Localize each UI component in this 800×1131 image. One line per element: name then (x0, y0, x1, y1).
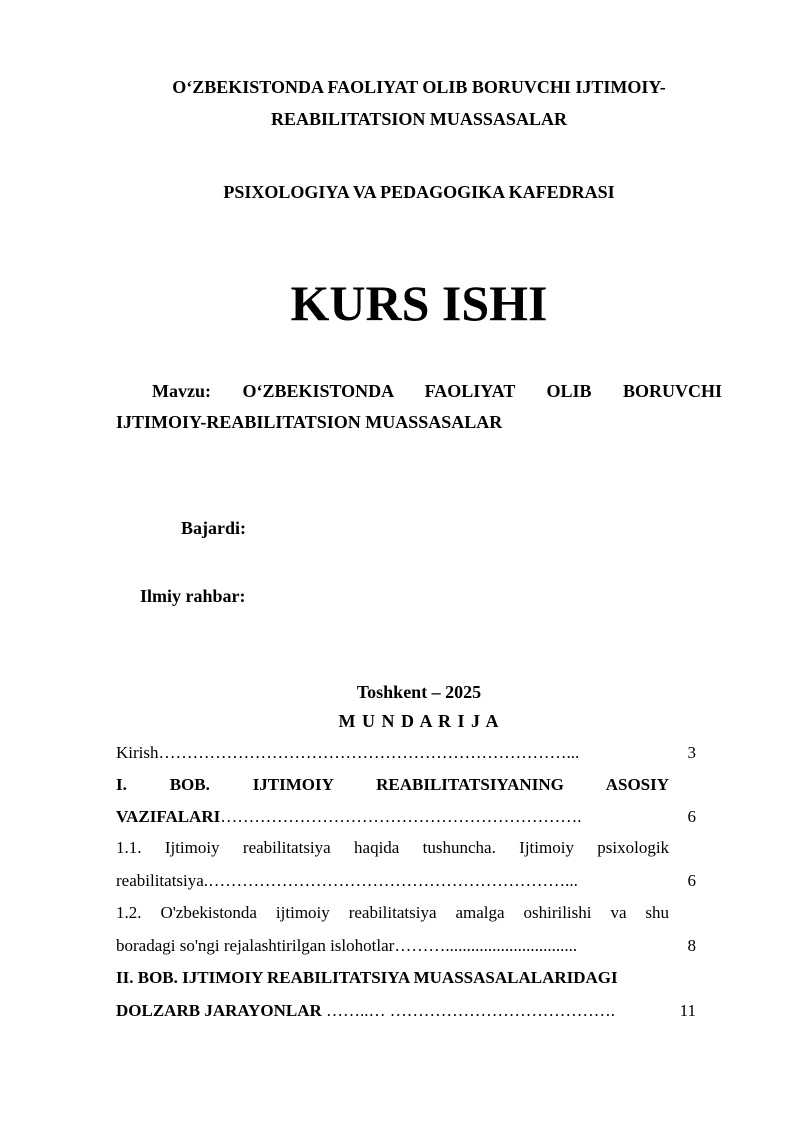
topic-line-2: IJTIMOIY-REABILITATSION MUASSASALAR (116, 412, 503, 432)
city-year: Toshkent – 2025 (356, 682, 482, 702)
toc-word: tushuncha. (422, 838, 496, 857)
toc-entry-1-2-line-2 (116, 934, 577, 958)
toc-entry-chapter-2-line-1: II. BOB. IJTIMOIY REABILITATSIYA MUASSASALALARIDAGI (116, 968, 618, 987)
toc-heading: M U N D A R I J A (338, 711, 500, 731)
toc-entry-chapter-1-line-1 (116, 773, 669, 797)
toc-word: amalga (455, 903, 505, 922)
author-label: Bajardi: (181, 518, 246, 538)
topic-word: O‘ZBEKISTONDA (242, 381, 394, 401)
toc-word: 1.2. (116, 903, 142, 922)
toc-word: ijtimoiy (275, 903, 330, 922)
topic-word: BORUVCHI (622, 381, 722, 401)
toc-word: O'zbekistonda (160, 903, 257, 922)
toc-dots: ………………………………………………………. (220, 807, 582, 826)
toc-entry-1-1-line-1 (116, 836, 669, 860)
toc-entry-chapter-2-line-2 (116, 999, 615, 1023)
toc-word: reabilitatsiya (242, 838, 331, 857)
toc-dots: ………………………………………………………... (208, 871, 578, 890)
toc-page-number: 11 (679, 1001, 696, 1020)
toc-entry-text: boradagi so'ngi rejalashtirilgan islohotlar (116, 936, 395, 955)
toc-page-number: 6 (687, 871, 696, 890)
toc-entry-chapter-1-line-2 (116, 805, 581, 829)
toc-word: Ijtimoiy (519, 838, 574, 857)
header-line-2: REABILITATSION MUASSASALAR (271, 109, 567, 129)
toc-word: ASOSIY (605, 775, 669, 794)
toc-word: IJTIMOIY (252, 775, 334, 794)
toc-word: oshirilishi (523, 903, 592, 922)
toc-page-number: 6 (687, 807, 696, 826)
toc-dots: ……..… …………………………………. (321, 1001, 616, 1020)
toc-entry-text: VAZIFALARI (116, 807, 221, 826)
toc-entry-text: DOLZARB JARAYONLAR (116, 1001, 322, 1020)
toc-entry-1-1-line-2 (116, 869, 578, 893)
toc-word: I. (116, 775, 127, 794)
toc-page-number: 3 (687, 743, 696, 762)
toc-entry-kirish (116, 741, 579, 765)
toc-dots: ………………………………………………………………... (158, 743, 580, 762)
department-name: PSIXOLOGIYA VA PEDAGOGIKA KAFEDRASI (223, 182, 615, 202)
toc-page-number: 8 (687, 936, 696, 955)
toc-word: reabilitatsiya (348, 903, 437, 922)
toc-entry-text: reabilitatsiya. (116, 871, 209, 890)
supervisor-label: Ilmiy rahbar: (140, 586, 246, 606)
toc-entry-1-2-line-1 (116, 901, 669, 925)
toc-word: shu (645, 903, 669, 922)
topic-line-1 (152, 379, 722, 403)
header-line-1: O‘ZBEKISTONDA FAOLIYAT OLIB BORUVCHI IJTIMOIY- (172, 77, 666, 97)
toc-entry-text: Kirish (116, 743, 159, 762)
toc-dots: ………............................... (394, 936, 578, 955)
topic-word: OLIB (546, 381, 592, 401)
toc-word: va (610, 903, 627, 922)
document-title: KURS ISHI (290, 275, 548, 331)
toc-word: BOB. (169, 775, 210, 794)
toc-word: psixologik (597, 838, 669, 857)
toc-word: Ijtimoiy (164, 838, 220, 857)
toc-word: haqida (354, 838, 400, 857)
topic-word: FAOLIYAT (424, 381, 516, 401)
topic-label: Mavzu: (152, 381, 211, 401)
toc-word: 1.1. (116, 838, 142, 857)
toc-word: REABILITATSIYANING (376, 775, 564, 794)
